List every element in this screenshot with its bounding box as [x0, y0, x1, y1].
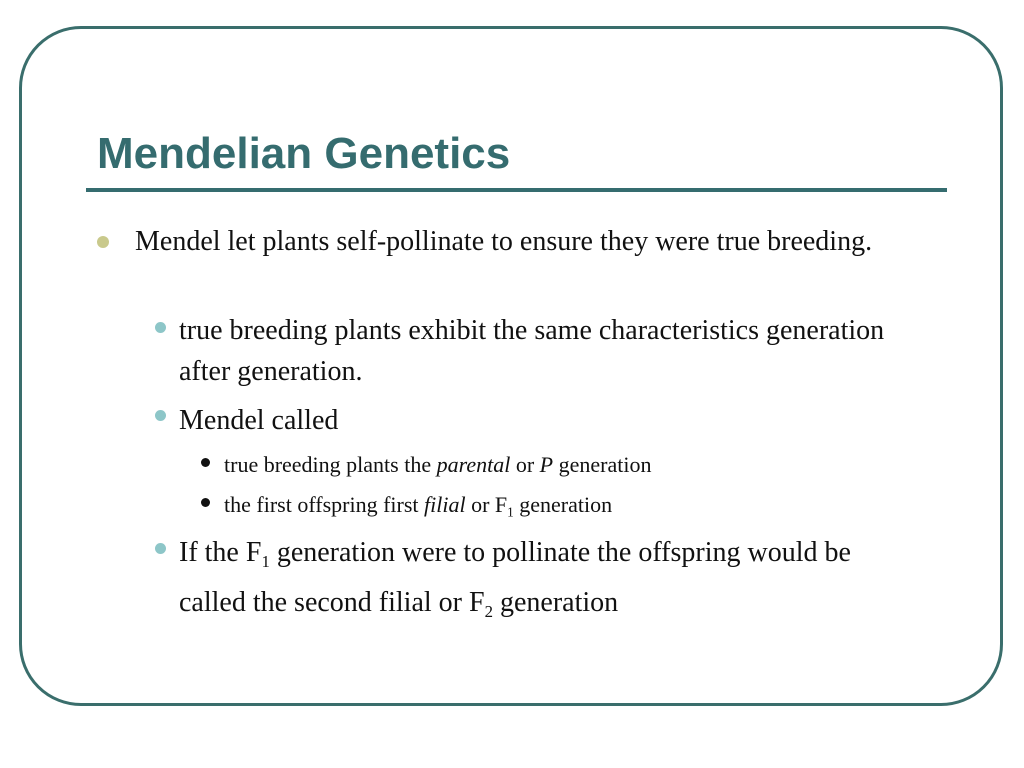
bullet-text-level1: Mendel let plants self-pollinate to ensure they were true breeding. [135, 226, 873, 257]
title-underline [86, 188, 947, 192]
bullet-dot-level2 [155, 410, 166, 421]
slide-title: Mendelian Genetics [97, 129, 511, 178]
bullet-text-filial: the first offspring first filial or $F_1$ generation [224, 492, 613, 520]
bullet-dot-level3 [201, 458, 210, 467]
bullet-text-mendel-called: Mendel called [179, 405, 339, 436]
bullet-dot-level2 [155, 543, 166, 554]
bullet-dot-level3 [201, 498, 210, 507]
bullet-text-true-breeding: true breeding plants exhibit the same characteristics generation after generation. [179, 315, 885, 387]
bullet-text-f1-generation: If the $F_1$ generation were to pollinate the offspring would be called the second filial or $F_2$ generation [179, 537, 851, 621]
bullet-dot-level1 [97, 236, 109, 248]
bullet-text-parental: true breeding plants the parental or P generation [224, 452, 652, 477]
bullet-dot-level2 [155, 322, 166, 333]
